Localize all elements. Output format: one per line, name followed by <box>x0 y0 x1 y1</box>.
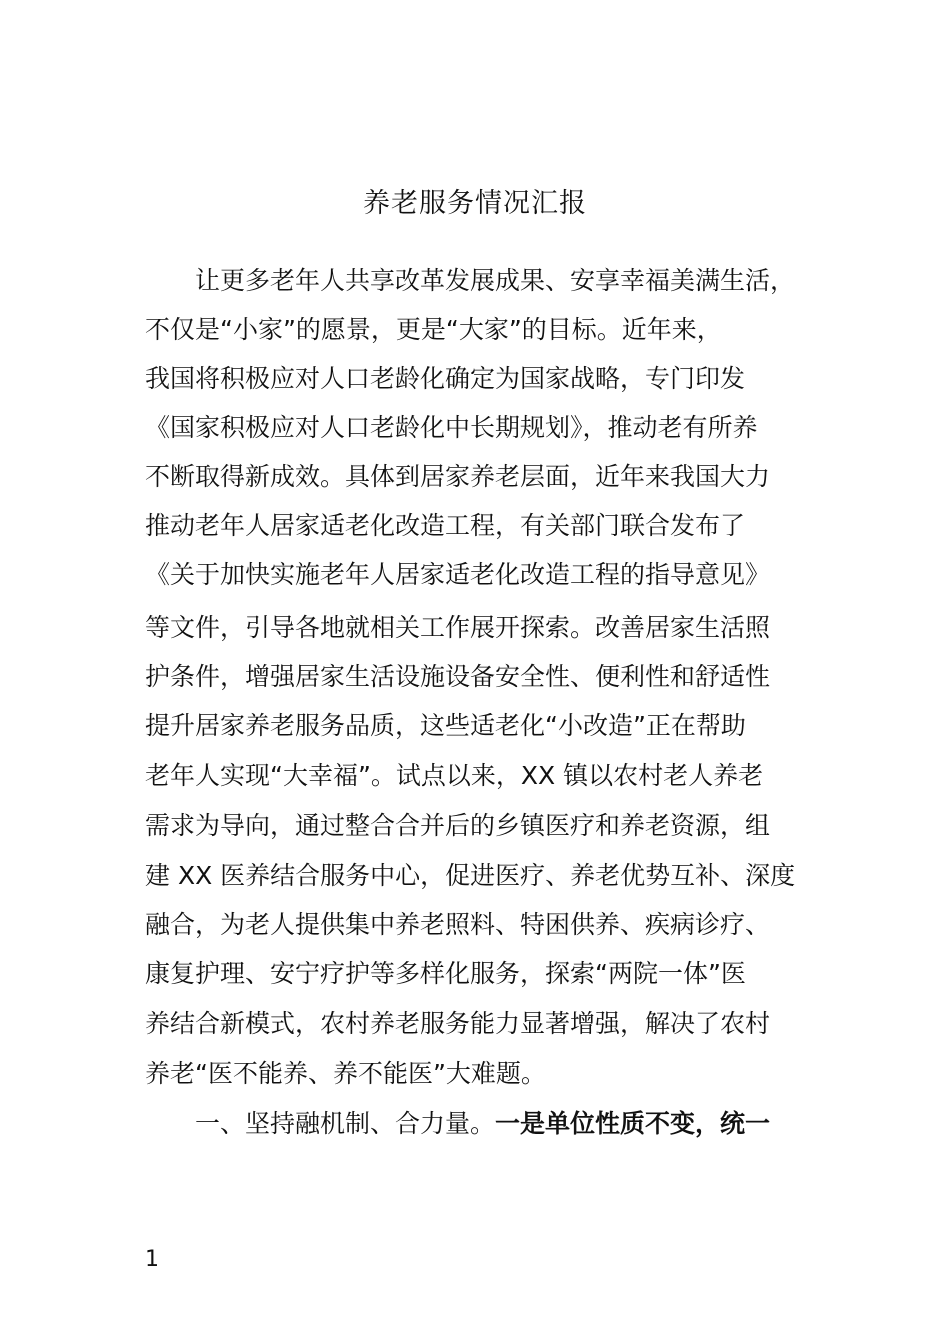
paragraph-line: 提升居家养老服务品质，这些适老化“小改造”正在帮助 <box>145 711 746 740</box>
section-1-bold-text: 一是单位性质不变，统一 <box>495 1109 771 1138</box>
paragraph-line: 老年人实现“大幸福”。试点以来，XX 镇以农村老人养老 <box>145 761 764 790</box>
paragraph-line: 康复护理、安宁疗护等多样化服务，探索“两院一体”医 <box>145 959 746 988</box>
paragraph-line: 建 XX 医养结合服务中心，促进医疗、养老优势互补、深度 <box>145 861 796 890</box>
paragraph-line: 等文件，引导各地就相关工作展开探索。改善居家生活照 <box>145 613 771 642</box>
paragraph-line: 融合，为老人提供集中养老照料、特困供养、疾病诊疗、 <box>145 910 771 939</box>
paragraph-line: 护条件，增强居家生活设施设备安全性、便利性和舒适性 <box>145 662 771 691</box>
paragraph-line: 推动老年人居家适老化改造工程，有关部门联合发布了 <box>145 511 746 540</box>
paragraph-line: 需求为导向，通过整合合并后的乡镇医疗和养老资源，组 <box>145 811 771 840</box>
paragraph-line: 我国将积极应对人口老龄化确定为国家战略，专门印发 <box>145 364 746 393</box>
document-title: 养老服务情况汇报 <box>363 188 587 219</box>
section-1-line <box>195 1108 815 1140</box>
paragraph-line: 养老“医不能养、养不能医”大难题。 <box>145 1059 546 1088</box>
paragraph-line: 不仅是“小家”的愿景，更是“大家”的目标。近年来， <box>145 315 722 344</box>
paragraph-line: 《关于加快实施老年人居家适老化改造工程的指导意见》 <box>145 560 771 589</box>
paragraph-line: 不断取得新成效。具体到居家养老层面，近年来我国大力 <box>145 462 771 491</box>
paragraph-line: 让更多老年人共享改革发展成果、安享幸福美满生活， <box>195 266 796 295</box>
section-1-heading: 一、坚持融机制、合力量。 <box>195 1109 496 1138</box>
paragraph-line: 养结合新模式，农村养老服务能力显著增强，解决了农村 <box>145 1009 771 1038</box>
page-number: 1 <box>145 1247 159 1272</box>
paragraph-line: 《国家积极应对人口老龄化中长期规划》，推动老有所养 <box>145 413 758 442</box>
